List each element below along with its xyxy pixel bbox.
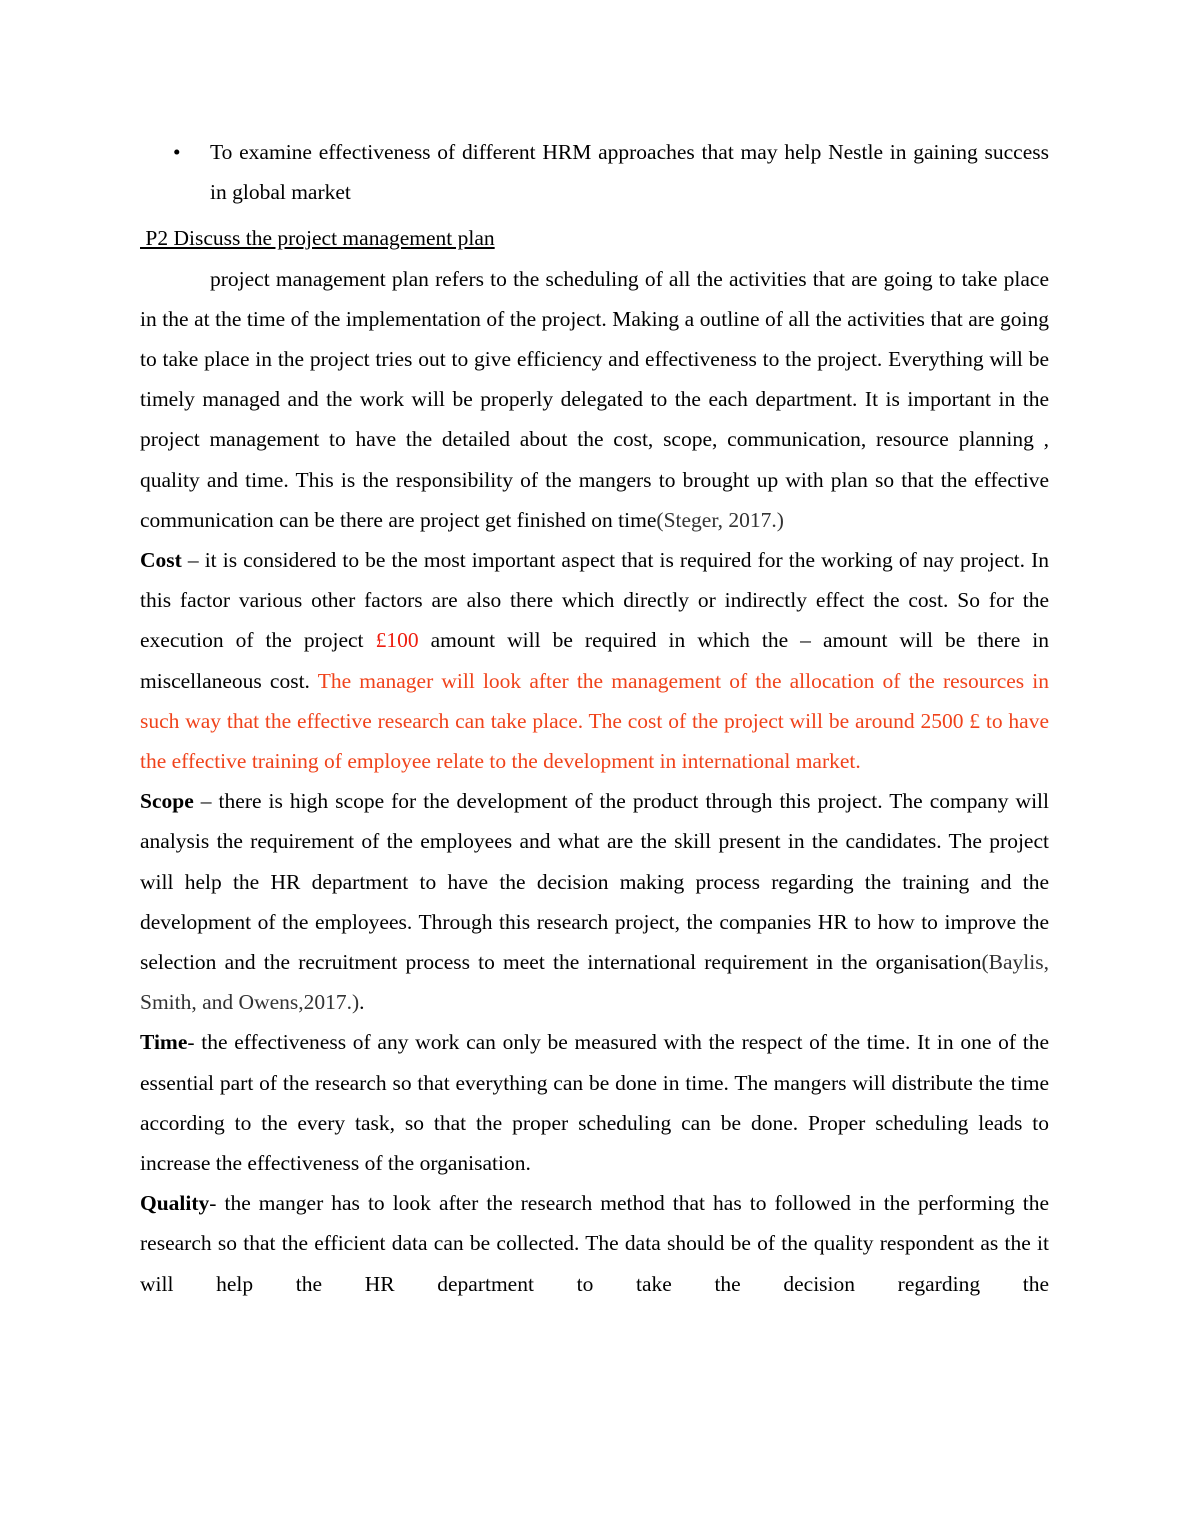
cost-label: Cost <box>140 548 182 573</box>
intro-citation: (Steger, 2017.) <box>656 507 784 532</box>
cost-highlight: The manager will look after the management of the allocation of the resources in such way that the effective research can take place. The cost of the project will be around 2500 £ to have the effective training of employee relate to the development in international market. <box>140 668 1050 774</box>
intro-text: project management plan refers to the scheduling of all the activities that are going to take place in the at the time of the implementation of the project. Making a outline of all the activities that are going to take place in the project tries out to give efficiency and effectiveness to the project. Everything will be timely managed and the work will be properly delegated to the each department. It is important in the project management to have the detailed about the cost, scope, communication, resource planning , quality and time. This is the responsibility of the mangers to brought up with plan so that the effective communication can be there are project get finished on time <box>140 266 1049 532</box>
quality-paragraph <box>140 1183 1049 1304</box>
bullet-item <box>140 132 1049 212</box>
cost-text-1: – it is considered to be the most important aspect that is required for the working of nay project. In this factor various other factors are also there which directly or indirectly effect the cost. So for the execution of the project <box>140 548 1049 653</box>
quality-label: Quality <box>140 1191 210 1216</box>
intro-paragraph <box>140 259 1049 540</box>
scope-citation: (Baylis, Smith, and Owens,2017.) <box>140 950 1049 1015</box>
section-heading: P2 Discuss the project management plan <box>140 226 495 251</box>
scope-label: Scope <box>140 789 194 814</box>
scope-text: – there is high scope for the development of the product through this project. The company will analysis the requirement of the employees and what are the skill present in the candidates. The project will help the HR department to have the decision making process regarding the training and the development of the employees. Through this research project, the companies HR to how to improve the selection and the recruitment process to meet the international requirement in the organisation <box>140 789 1049 975</box>
scope-paragraph <box>140 781 1049 1022</box>
time-paragraph <box>140 1022 1049 1183</box>
time-text: - the effectiveness of any work can only be measured with the respect of the time. It in one of the essential part of the research so that everything can be done in time. The mangers will distribute the time according to the every task, so that the proper scheduling can be done. Proper scheduling leads to increase the effectiveness of the organisation. <box>140 1030 1049 1176</box>
bullet-icon: • <box>173 140 181 164</box>
scope-end: . <box>359 990 365 1015</box>
time-label: Time <box>140 1030 188 1055</box>
cost-amount: £100 <box>375 628 419 653</box>
quality-text: - the manger has to look after the research method that has to followed in the performing the research so that the efficient data can be collected. The data should be of the quality respondent as the it will help the HR department to take the decision regarding the <box>140 1191 1049 1296</box>
bullet-text: To examine effectiveness of different HRM approaches that may help Nestle in gaining success in global market <box>210 140 1049 205</box>
cost-text-2: amount will be required in which the – amount will be there in miscellaneous cost. <box>140 628 1049 693</box>
cost-paragraph <box>140 540 1049 781</box>
